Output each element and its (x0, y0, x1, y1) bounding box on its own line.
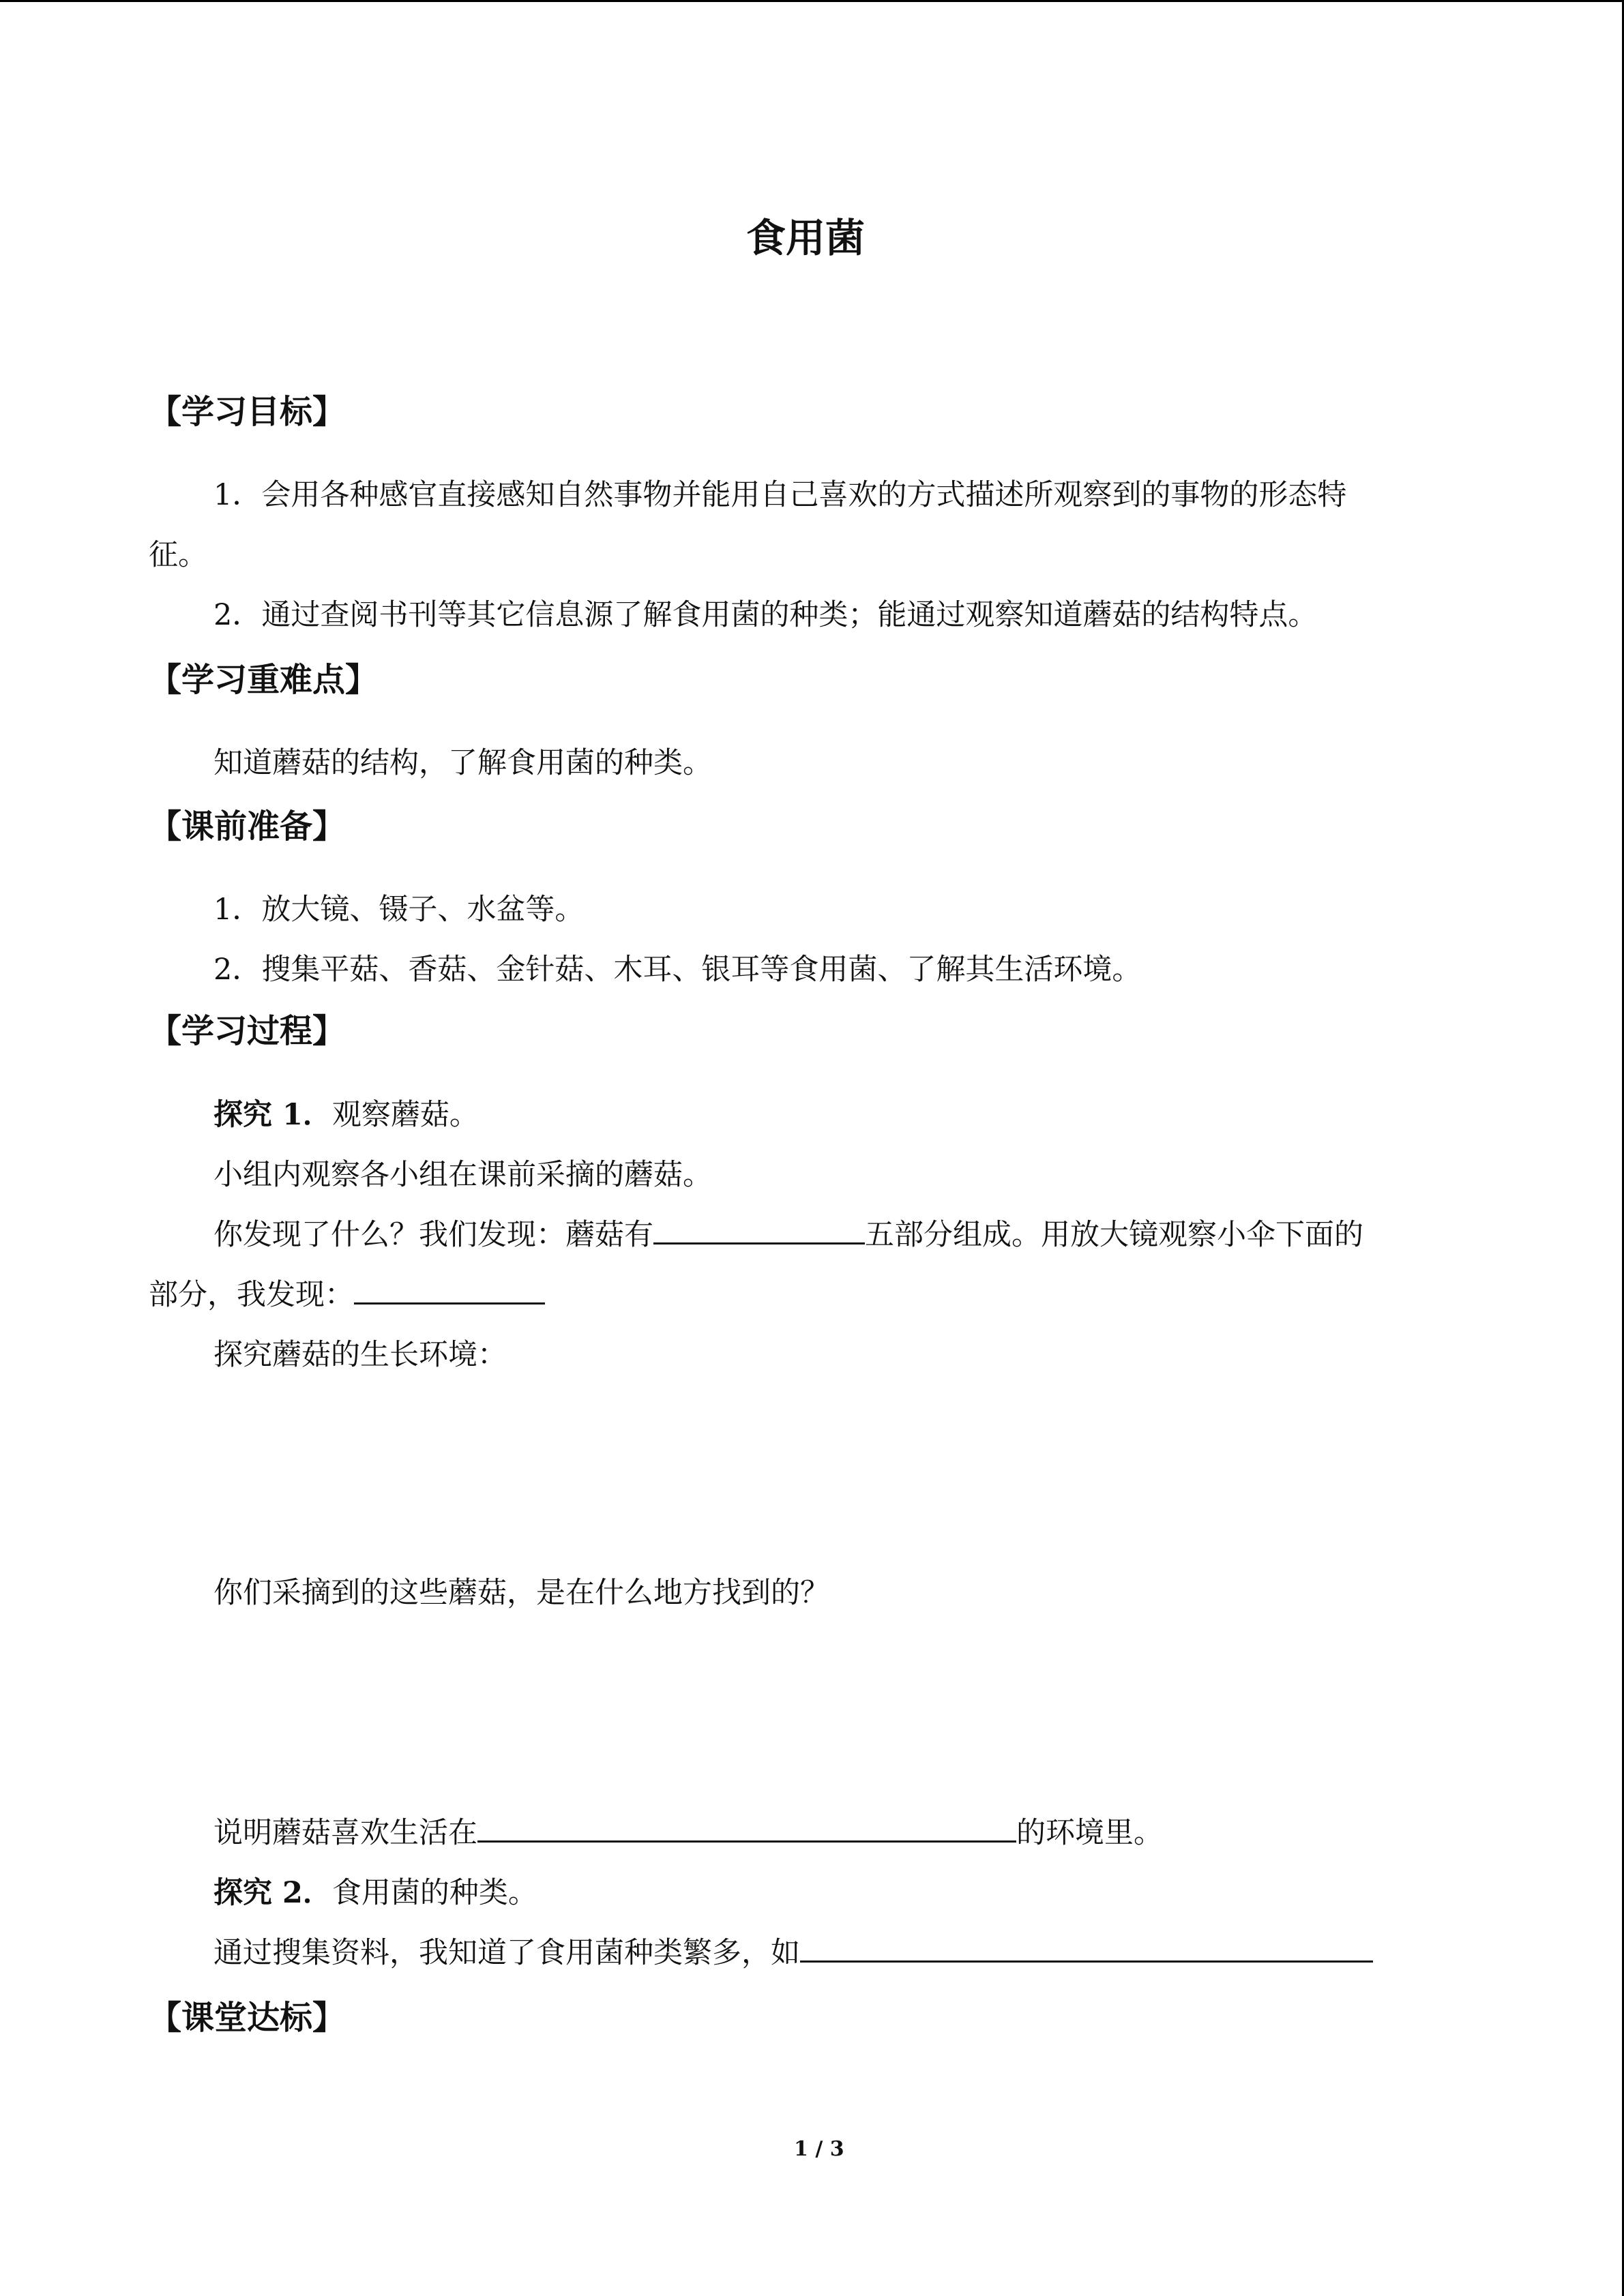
fungi-types-line (213, 1936, 1373, 1970)
heading-key-points: 【学习重难点】 (149, 661, 379, 699)
conclusion-text-a: 说明蘑菇喜欢生活在 (213, 1816, 477, 1850)
heading-process: 【学习过程】 (149, 1012, 346, 1050)
location-question: 你们采摘到的这些蘑菇，是在什么地方找到的？ (213, 1576, 829, 1610)
blank-fungi-types[interactable] (800, 1960, 1373, 1963)
document-title: 食用菌 (746, 215, 866, 261)
fungi-types-text: 通过搜集资料，我知道了食用菌种类繁多，如 (213, 1936, 800, 1970)
findings-line-2 (149, 1278, 545, 1312)
preparation-item-2: 2．搜集平菇、香菇、金针菇、木耳、银耳等食用菌、了解其生活环境。 (213, 953, 1142, 987)
group-observation-text: 小组内观察各小组在课前采摘的蘑菇。 (213, 1158, 712, 1192)
key-points-text: 知道蘑菇的结构，了解食用菌的种类。 (213, 746, 712, 780)
explore-1-text: 观察蘑菇。 (331, 1098, 479, 1132)
environment-title: 探究蘑菇的生长环境： (213, 1338, 507, 1372)
findings-text-c: 部分，我发现： (149, 1278, 354, 1312)
blank-gills-finding[interactable] (354, 1302, 545, 1304)
objective-2: 2．通过查阅书刊等其它信息源了解食用菌的种类；能通过观察知道蘑菇的结构特点。 (213, 598, 1318, 632)
conclusion-text-b: 的环境里。 (1016, 1816, 1163, 1850)
explore-2-line (213, 1876, 537, 1910)
explore-1-label: 探究 1． (213, 1098, 332, 1132)
page-number: 1 / 3 (794, 2137, 844, 2161)
blank-mushroom-parts[interactable] (653, 1242, 865, 1244)
findings-line-1 (213, 1218, 1363, 1252)
explore-2-text: 食用菌的种类。 (331, 1876, 537, 1910)
conclusion-line (213, 1816, 1163, 1850)
heading-objectives: 【学习目标】 (149, 393, 346, 431)
heading-preparation: 【课前准备】 (149, 807, 346, 846)
explore-1-line (213, 1098, 479, 1132)
heading-classroom: 【课堂达标】 (149, 1999, 346, 2037)
blank-environment[interactable] (477, 1840, 1016, 1843)
findings-text-a: 你发现了什么？我们发现：蘑菇有 (213, 1218, 653, 1252)
objective-1-line-2: 征。 (149, 538, 207, 572)
findings-text-b: 五部分组成。用放大镜观察小伞下面的 (865, 1218, 1363, 1252)
page-border-top (0, 0, 1624, 2)
explore-2-label: 探究 2． (213, 1876, 332, 1910)
objective-1-line-1: 1．会用各种感官直接感知自然事物并能用自己喜欢的方式描述所观察到的事物的形态特 (213, 478, 1347, 512)
preparation-item-1: 1．放大镜、镊子、水盆等。 (213, 893, 585, 927)
